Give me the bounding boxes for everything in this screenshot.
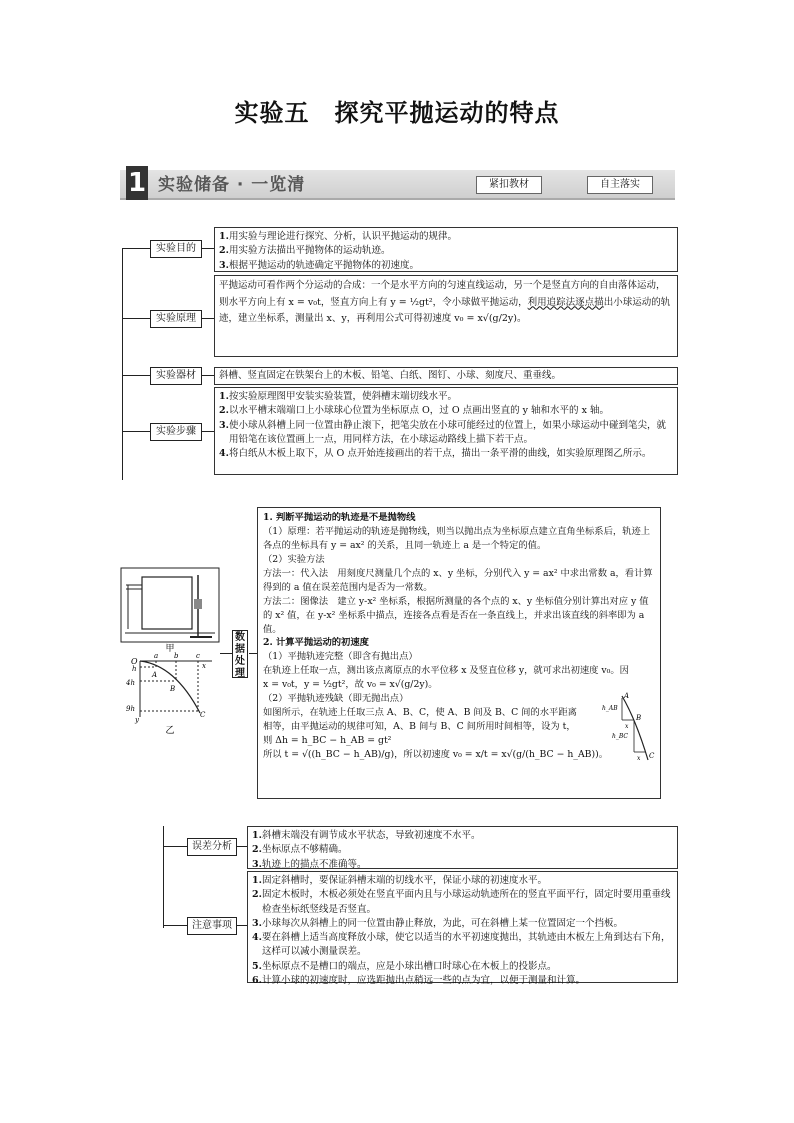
connector — [202, 318, 214, 319]
list-item: 6. 计算小球的初速度时，应选距抛出点稍远一些的点为宜，以便于测量和计算。 — [252, 974, 586, 986]
list-item: 4. 要在斜槽上适当高度释放小球，使它以适当的水平初速度抛出，其轨迹由木板左上角到达右下角，这样可以减小测量误差。 — [252, 932, 671, 958]
dp-heading-1: 1. 判断平抛运动的轨迹是不是抛物线 — [263, 512, 416, 523]
dp-p2: （2）实验方法 — [263, 553, 325, 565]
svg-text:C: C — [649, 752, 655, 760]
list-item: 3. 小球每次从斜槽上的同一位置由静止释放，为此，可在斜槽上某一位置固定一个挡板。 — [252, 917, 624, 929]
svg-text:h_BC: h_BC — [612, 733, 628, 740]
tag-textbook: 紧扣教材 — [476, 176, 542, 194]
fig-yi-label: 乙 — [165, 726, 175, 736]
svg-text:a: a — [154, 652, 159, 660]
svg-text:x: x — [202, 662, 206, 670]
svg-text:B: B — [636, 714, 642, 722]
svg-text:B: B — [170, 685, 176, 693]
dp-p5: （1）平抛轨迹完整（即含有抛出点） — [263, 651, 418, 663]
error-label: 误差分析 — [187, 838, 237, 856]
page-title: 实验五 探究平抛运动的特点 — [234, 99, 560, 127]
clamp — [194, 599, 202, 609]
connector — [237, 846, 247, 847]
svg-text:c: c — [196, 652, 200, 660]
list-item: 1. 固定斜槽时，要保证斜槽末端的切线水平，保证小球的初速度水平。 — [252, 875, 548, 886]
dp-p8: （2）平抛轨迹残缺（即无抛出点） — [263, 693, 409, 705]
tree-branch — [122, 375, 150, 376]
steps-box — [214, 387, 678, 475]
fig-jia-label: 甲 — [165, 644, 175, 654]
dp-heading-2: 2. 计算平抛运动的初速度 — [263, 637, 369, 649]
equipment-label: 实验器材 — [150, 367, 202, 385]
principle-text-2: 出小球运动的轨迹，建立坐标系，测量出 x、y，再利用公式可得初速度 v₀ = x√(g/2y)。 — [219, 296, 671, 325]
notes-box — [247, 871, 678, 986]
svg-text:O: O — [131, 657, 138, 666]
svg-text:C: C — [200, 711, 206, 719]
svg-text:h: h — [132, 665, 137, 673]
list-item: 1. 按实验原理图甲安装实验装置，使斜槽末端切线水平。 — [219, 391, 458, 402]
steps-label: 实验步骤 — [150, 423, 202, 441]
svg-text:4h: 4h — [126, 679, 135, 687]
principle-box — [214, 275, 678, 357]
purpose-label: 实验目的 — [150, 240, 202, 258]
list-item: 5. 坐标原点不是槽口的端点，应是小球出槽口时球心在木板上的投影点。 — [252, 960, 557, 972]
svg-text:A: A — [152, 671, 158, 679]
connector — [249, 653, 257, 654]
svg-text:y: y — [135, 716, 139, 724]
error-box — [247, 826, 678, 869]
tree-branch — [163, 925, 187, 926]
section-number: 1 — [127, 168, 147, 198]
connector — [202, 248, 214, 249]
tree-branch — [122, 318, 150, 319]
notes-label: 注意事项 — [187, 917, 237, 935]
principle-label: 实验原理 — [150, 310, 202, 328]
dp-p6: 在轨迹上任取一点，测出该点离原点的水平位移 x 及竖直位移 y，就可求出初速度 v₀。因 — [263, 665, 629, 677]
dp-p9: 如图所示，在轨迹上任取三点 A、B、C，使 A、B 间及 B、C 间的水平距离相等，由平抛运动的规律可知，A、B 间与 B、C 间所用时间相等，设为 t，则 Δh = h_BC − h_AB = gt² — [263, 707, 577, 746]
purpose-box — [214, 227, 678, 272]
section-title: 实验储备 · 一览清 — [158, 175, 306, 195]
list-item: 3. 根据平抛运动的轨迹确定平抛物体的初速度。 — [219, 259, 420, 271]
tree-branch — [163, 846, 187, 847]
tree-branch — [122, 248, 150, 249]
dp-p1: （1）原理：若平抛运动的轨迹是抛物线，则当以抛出点为坐标原点建立直角坐标系后，轨迹上各点的坐标具有 y = ax² 的关系，且同一轨迹上 a 是一个特定的值。 — [263, 525, 651, 551]
dp-p4: 方法二：图像法 建立 y-x² 坐标系，根据所测量的各个点的 x、y 坐标值分别计算出对应 y 值的 x² 值，在 y-x² 坐标系中描点，连接各点看是否在一条直线上，并求出该直线的斜率即为 a 值。 — [263, 595, 649, 635]
apparatus-frame — [121, 568, 219, 642]
tree-branch — [122, 431, 150, 432]
connector — [220, 653, 232, 654]
list-item: 3. 轨迹上的描点不准确等。 — [252, 858, 367, 870]
list-item: 2. 用实验方法描出平抛物体的运动轨迹。 — [219, 245, 391, 257]
dp-p10: 所以 t = √((h_BC − h_AB)/g)，所以初速度 v₀ = x/t = x√(g/(h_BC − h_AB))。 — [263, 748, 609, 760]
svg-text:b: b — [174, 652, 179, 660]
list-item: 1. 用实验与理论进行探究、分析，认识平抛运动的规律。 — [219, 231, 458, 242]
svg-text:h_AB: h_AB — [602, 705, 618, 712]
svg-text:9h: 9h — [126, 705, 135, 713]
equipment-box: 斜槽、竖直固定在铁架台上的木板、铅笔、白纸、图钉、小球、刻度尺、重垂线。 — [214, 367, 678, 385]
svg-text:x: x — [625, 723, 629, 730]
svg-text:A: A — [624, 692, 630, 700]
list-item: 3. 使小球从斜槽上同一位置由静止滚下，把笔尖放在小球可能经过的位置上，如果小球运动中碰到笔尖，就用铅笔在该位置画上一点，用同样方法，在小球运动路线上描下若干点。 — [219, 419, 667, 445]
experiment-figure — [120, 567, 220, 737]
principle-underlined: 利用追踪法逐点描 — [527, 296, 604, 308]
section-banner — [120, 170, 675, 200]
tree-trunk — [122, 248, 123, 480]
list-item: 4. 将白纸从木板上取下，从 O 点开始连接画出的若干点，描出一条平滑的曲线，如实验原理图乙所示。 — [219, 448, 652, 459]
list-item: 1. 斜槽末端没有调节成水平状态，导致初速度不水平。 — [252, 830, 481, 841]
list-item: 2. 固定木板时，木板必须处在竖直平面内且与小球运动轨迹所在的竖直平面平行，固定时要用重垂线检查坐标纸竖线是否竖直。 — [252, 889, 671, 915]
board — [142, 577, 192, 629]
list-item: 2. 以水平槽末端端口上小球球心位置为坐标原点 O，过 O 点画出竖直的 y 轴和水平的 x 轴。 — [219, 405, 609, 417]
dp-p3: 方法一：代入法 用刻度尺测量几个点的 x、y 坐标，分别代入 y = ax² 中求出常数 a，看计算得到的 a 值在误差范围内是否为一常数。 — [263, 567, 653, 593]
trajectory-figure-2 — [598, 690, 658, 770]
dp-p7: x = v₀t，y = ½gt²，故 v₀ = x√(g/2y)。 — [263, 679, 438, 691]
tree-trunk-2 — [163, 826, 164, 928]
data-processing-label: 数据处理 — [232, 630, 248, 678]
list-item: 2. 坐标原点不够精确。 — [252, 844, 348, 856]
tag-self: 自主落实 — [587, 176, 653, 194]
connector — [237, 925, 247, 926]
connector — [202, 431, 214, 432]
chute — [126, 585, 142, 629]
principle-text: 平抛运动可看作两个分运动的合成：一个是水平方向的匀速直线运动，另一个是竖直方向的自由落体运动，则水平方向上有 x = v₀t，竖直方向上有 y = ½gt²，令小球做平抛运动， — [219, 280, 666, 308]
svg-text:x: x — [637, 755, 641, 762]
connector — [202, 375, 214, 376]
